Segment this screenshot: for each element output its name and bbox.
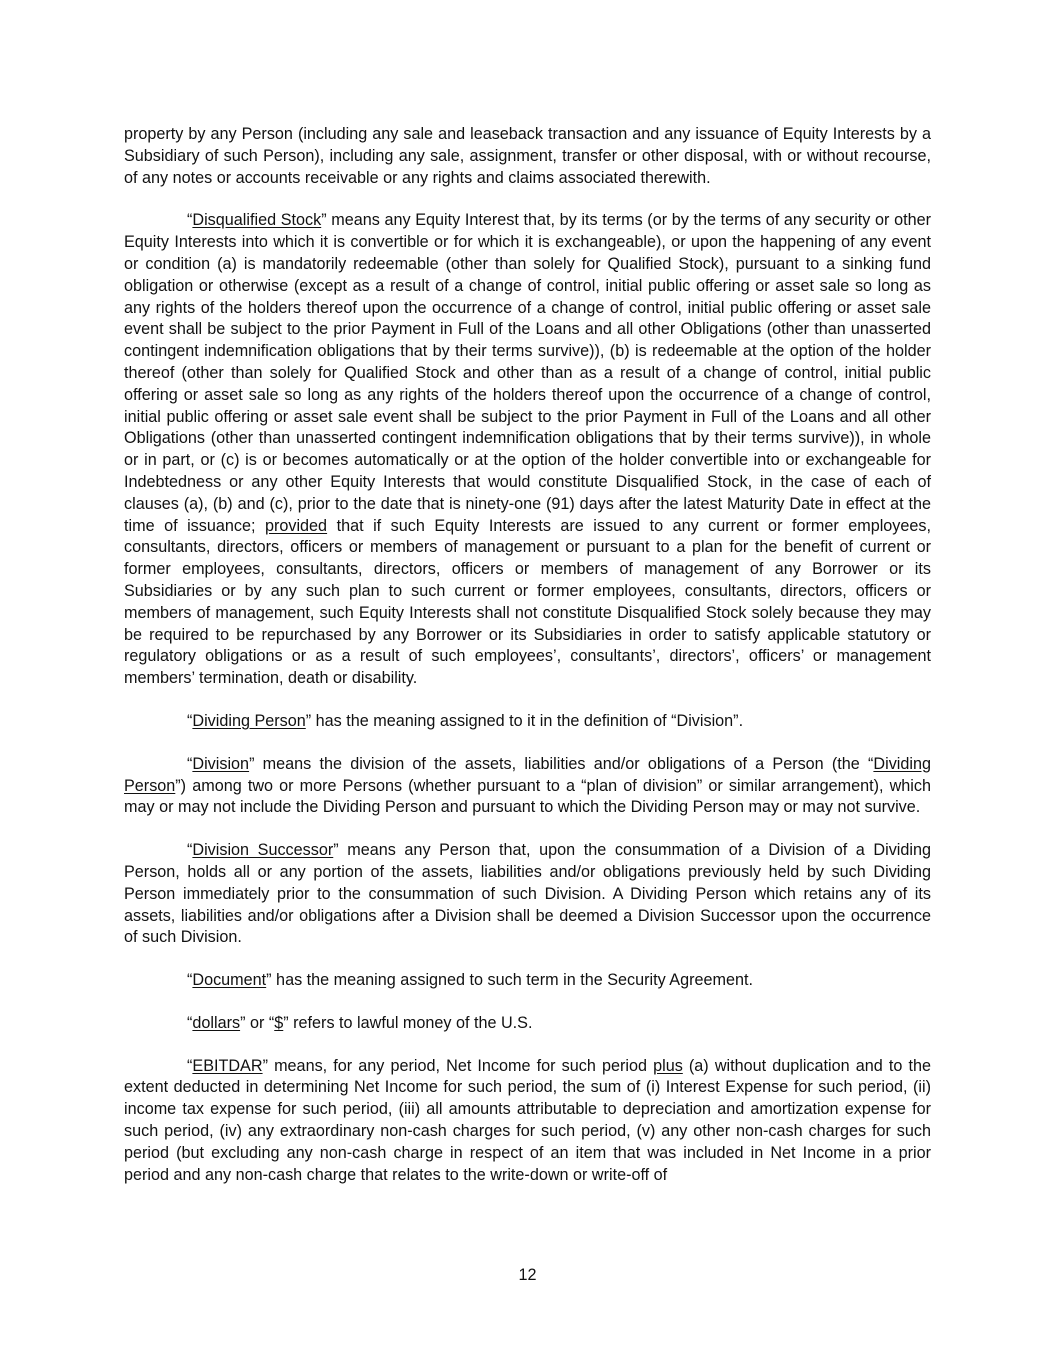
- open-quote: “: [187, 711, 193, 730]
- open-quote: “: [187, 971, 193, 990]
- open-quote: “: [187, 1056, 193, 1075]
- defined-term-ebitdar: EBITDAR: [192, 1056, 263, 1075]
- definition-disqualified-stock: [124, 210, 931, 690]
- definition-text: ” has the meaning assigned to such term in the Security Agreement.: [266, 971, 753, 990]
- defined-term-dividing-person: Dividing Person: [192, 711, 306, 730]
- document-body: [124, 124, 931, 1207]
- open-quote: “: [187, 211, 193, 230]
- definition-document: [124, 970, 931, 992]
- definition-text: ” means, for any period, Net Income for such period: [262, 1056, 654, 1075]
- definition-text: ” means any Person that, upon the consummation of a Division of a Dividing Person, holds all or any portion of the assets, liabilities and/or obligations previously held by such Dividing Person immediately prior to the consummation of such Division. A Dividing Person which retains any of its assets, liabilities and/or obligations after a Division shall be deemed a Division Successor upon the occurrence of such Division.: [124, 841, 931, 947]
- defined-term-dividing-person-inline: Dividing Person: [124, 754, 931, 795]
- paragraph-continuation: [124, 124, 931, 189]
- defined-term-division: Division: [192, 754, 250, 773]
- plus-term: plus: [653, 1056, 683, 1075]
- defined-term-division-successor: Division Successor: [192, 841, 334, 860]
- definition-text: (a) without duplication and to the extent deducted in determining Net Income for such period, the sum of (i) Interest Expense for such period, (ii) income tax expense for such period, (iii) all amounts attributable to depreciation and amortization expense for such period, (iv) any extraordinary non-cash charges for such period, (v) any other non-cash charges for such period (but excluding any non-cash charge in respect of an item that was included in Net Income in a prior period and any non-cash charge that relates to the write-down or write-off of: [124, 1056, 932, 1184]
- definition-division: [124, 754, 931, 819]
- defined-term-dollars: dollars: [192, 1013, 241, 1032]
- defined-term-dollar-sign: $: [274, 1013, 284, 1032]
- page-number: 12: [518, 1266, 537, 1284]
- definition-text: that if such Equity Interests are issued to any current or former employees, consultants, directors, officers or members of management or pursuant to a plan for the benefit of current or former employees, consultants, directors, officers or members of management of any Borrower or its Subsidiaries or by any such plan to such current or former employees, consultants, directors, officers or members of management, such Equity Interests shall not constitute Disqualified Stock solely because they may be required to be repurchased by any Borrower or its Subsidiaries in order to satisfy applicable statutory or regulatory obligations or as a result of such employees’, consultants’, directors’, officers’ or management members’ termination, death or disability.: [124, 516, 931, 688]
- continuation-text: property by any Person (including any sale and leaseback transaction and any issuance of Equity Interests by a Subsidiary of such Person), including any sale, assignment, transfer or other disposal, with or without recourse, of any notes or accounts receivable or any rights and claims associated therewith.: [124, 125, 931, 187]
- proviso-term: provided: [264, 516, 328, 535]
- definition-text: ” refers to lawful money of the U.S.: [283, 1013, 533, 1032]
- definition-text: ” means the division of the assets, liabilities and/or obligations of a Person (the “: [249, 754, 874, 773]
- defined-term-disqualified-stock: Disqualified Stock: [192, 211, 322, 230]
- open-quote: “: [187, 841, 193, 860]
- definition-text: ” has the meaning assigned to it in the definition of “Division”.: [305, 711, 744, 730]
- definition-division-successor: [124, 840, 931, 949]
- definition-dividing-person: [124, 711, 931, 733]
- definition-text: ”) among two or more Persons (whether pursuant to a “plan of division” or similar arrangement), which may or may not include the Dividing Person and pursuant to which the Dividing Person may or may not survive.: [124, 776, 931, 817]
- defined-term-document: Document: [192, 971, 267, 990]
- definition-dollars: [124, 1013, 931, 1035]
- definition-text: ” or “: [240, 1013, 275, 1032]
- definition-ebitdar: [124, 1056, 931, 1187]
- open-quote: “: [187, 1013, 193, 1032]
- definition-text: ” means any Equity Interest that, by its terms (or by the terms of any security or other Equity Interests into which it is convertible or for which it is exchangeable), or upon the happening of any event or condition (a) is mandatorily redeemable (other than solely for Qualified Stock), pursuant to a sinking fund obligation or otherwise (except as a result of a change of control, initial public offering or asset sale so long as any rights of the holders thereof upon the occurrence of a change of control, initial public offering or asset sale event shall be subject to the prior Payment in Full of the Loans and all other Obligations (other than unasserted contingent indemnification obligations that by their terms survive)), (b) is redeemable at the option of the holder thereof (other than solely for Qualified Stock and other than as a result of a change of control, initial public offering or asset sale so long as any rights of the holders thereof upon the occurrence of a change of control, initial public offering or asset sale event shall be subject to the prior Payment in Full of the Loans and all other Obligations (other than unasserted contingent indemnification obligations that by their terms survive)), in whole or in part, or (c) is or becomes automatically or at the option of the holder convertible into or exchangeable for Indebtedness or any other Equity Interests that would constitute Disqualified Stock, in the case of each of clauses (a), (b) and (c), prior to the date that is ninety-one (91) days after the latest Maturity Date in effect at the time of issuance;: [124, 211, 931, 535]
- open-quote: “: [187, 754, 193, 773]
